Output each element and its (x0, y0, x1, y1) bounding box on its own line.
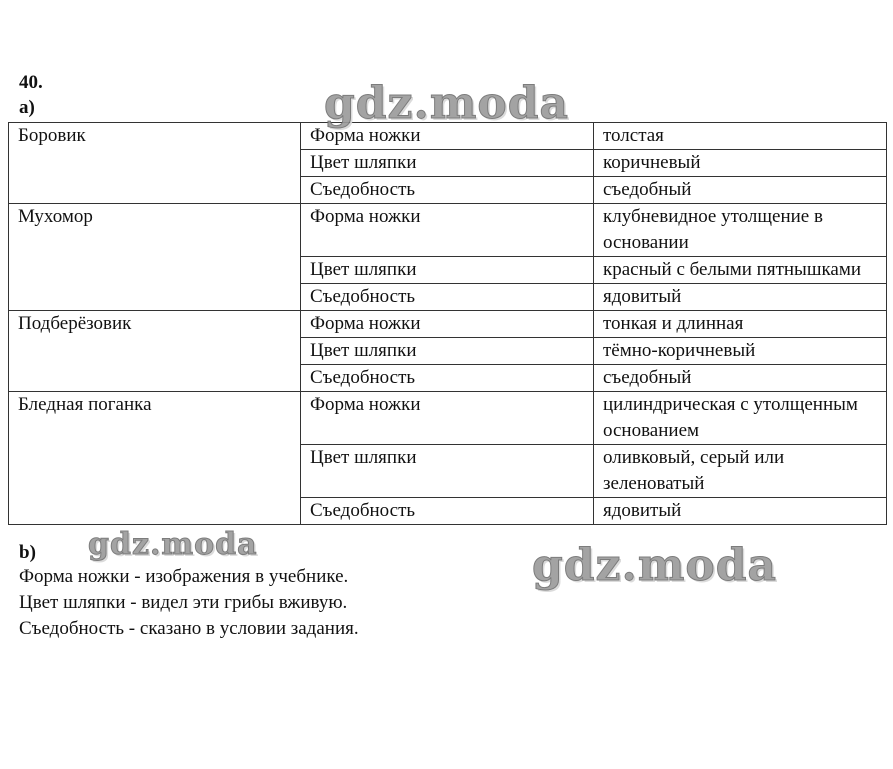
value-cell: оливковый, серый или зеленоватый (594, 445, 887, 498)
value-cell: тонкая и длинная (594, 311, 887, 338)
part-b-label: b) (19, 542, 36, 563)
mushroom-name: Боровик (9, 123, 301, 204)
table-row (9, 204, 887, 257)
value-cell: толстая (594, 123, 887, 150)
value-cell: съедобный (594, 177, 887, 204)
task-number: 40. (19, 72, 43, 93)
feature-cell: Съедобность (301, 498, 594, 525)
value-cell: тёмно-коричневый (594, 338, 887, 365)
feature-cell: Съедобность (301, 284, 594, 311)
value-cell: цилиндрическая с утолщенным основанием (594, 392, 887, 445)
watermark-logo: gdz.moda (88, 527, 258, 562)
feature-cell: Цвет шляпки (301, 445, 594, 498)
answer-line: Форма ножки - изображения в учебнике. (19, 566, 349, 587)
table-row (9, 311, 887, 338)
feature-cell: Цвет шляпки (301, 150, 594, 177)
feature-cell: Цвет шляпки (301, 338, 594, 365)
feature-cell: Форма ножки (301, 311, 594, 338)
watermark-logo: gdz.moda (324, 78, 570, 129)
value-cell: красный с белыми пятнышками (594, 257, 887, 284)
mushroom-name: Бледная поганка (9, 392, 301, 525)
value-cell: коричневый (594, 150, 887, 177)
answer-line: Съедобность - сказано в условии задания. (19, 618, 359, 639)
mushroom-name: Подберёзовик (9, 311, 301, 392)
table-row (9, 123, 887, 150)
feature-cell: Форма ножки (301, 204, 594, 257)
answer-line: Цвет шляпки - видел эти грибы вживую. (19, 592, 348, 613)
feature-cell: Форма ножки (301, 392, 594, 445)
feature-cell: Цвет шляпки (301, 257, 594, 284)
mushroom-name: Мухомор (9, 204, 301, 311)
feature-cell: Съедобность (301, 177, 594, 204)
table-row (9, 392, 887, 445)
value-cell: ядовитый (594, 284, 887, 311)
value-cell: клубневидное утолщение в основании (594, 204, 887, 257)
feature-cell: Форма ножки (301, 123, 594, 150)
value-cell: съедобный (594, 365, 887, 392)
watermark-logo: gdz.moda (532, 540, 778, 591)
value-cell: ядовитый (594, 498, 887, 525)
feature-cell: Съедобность (301, 365, 594, 392)
mushroom-table (8, 122, 887, 525)
part-a-label: а) (19, 97, 35, 118)
answer-list (19, 564, 359, 642)
